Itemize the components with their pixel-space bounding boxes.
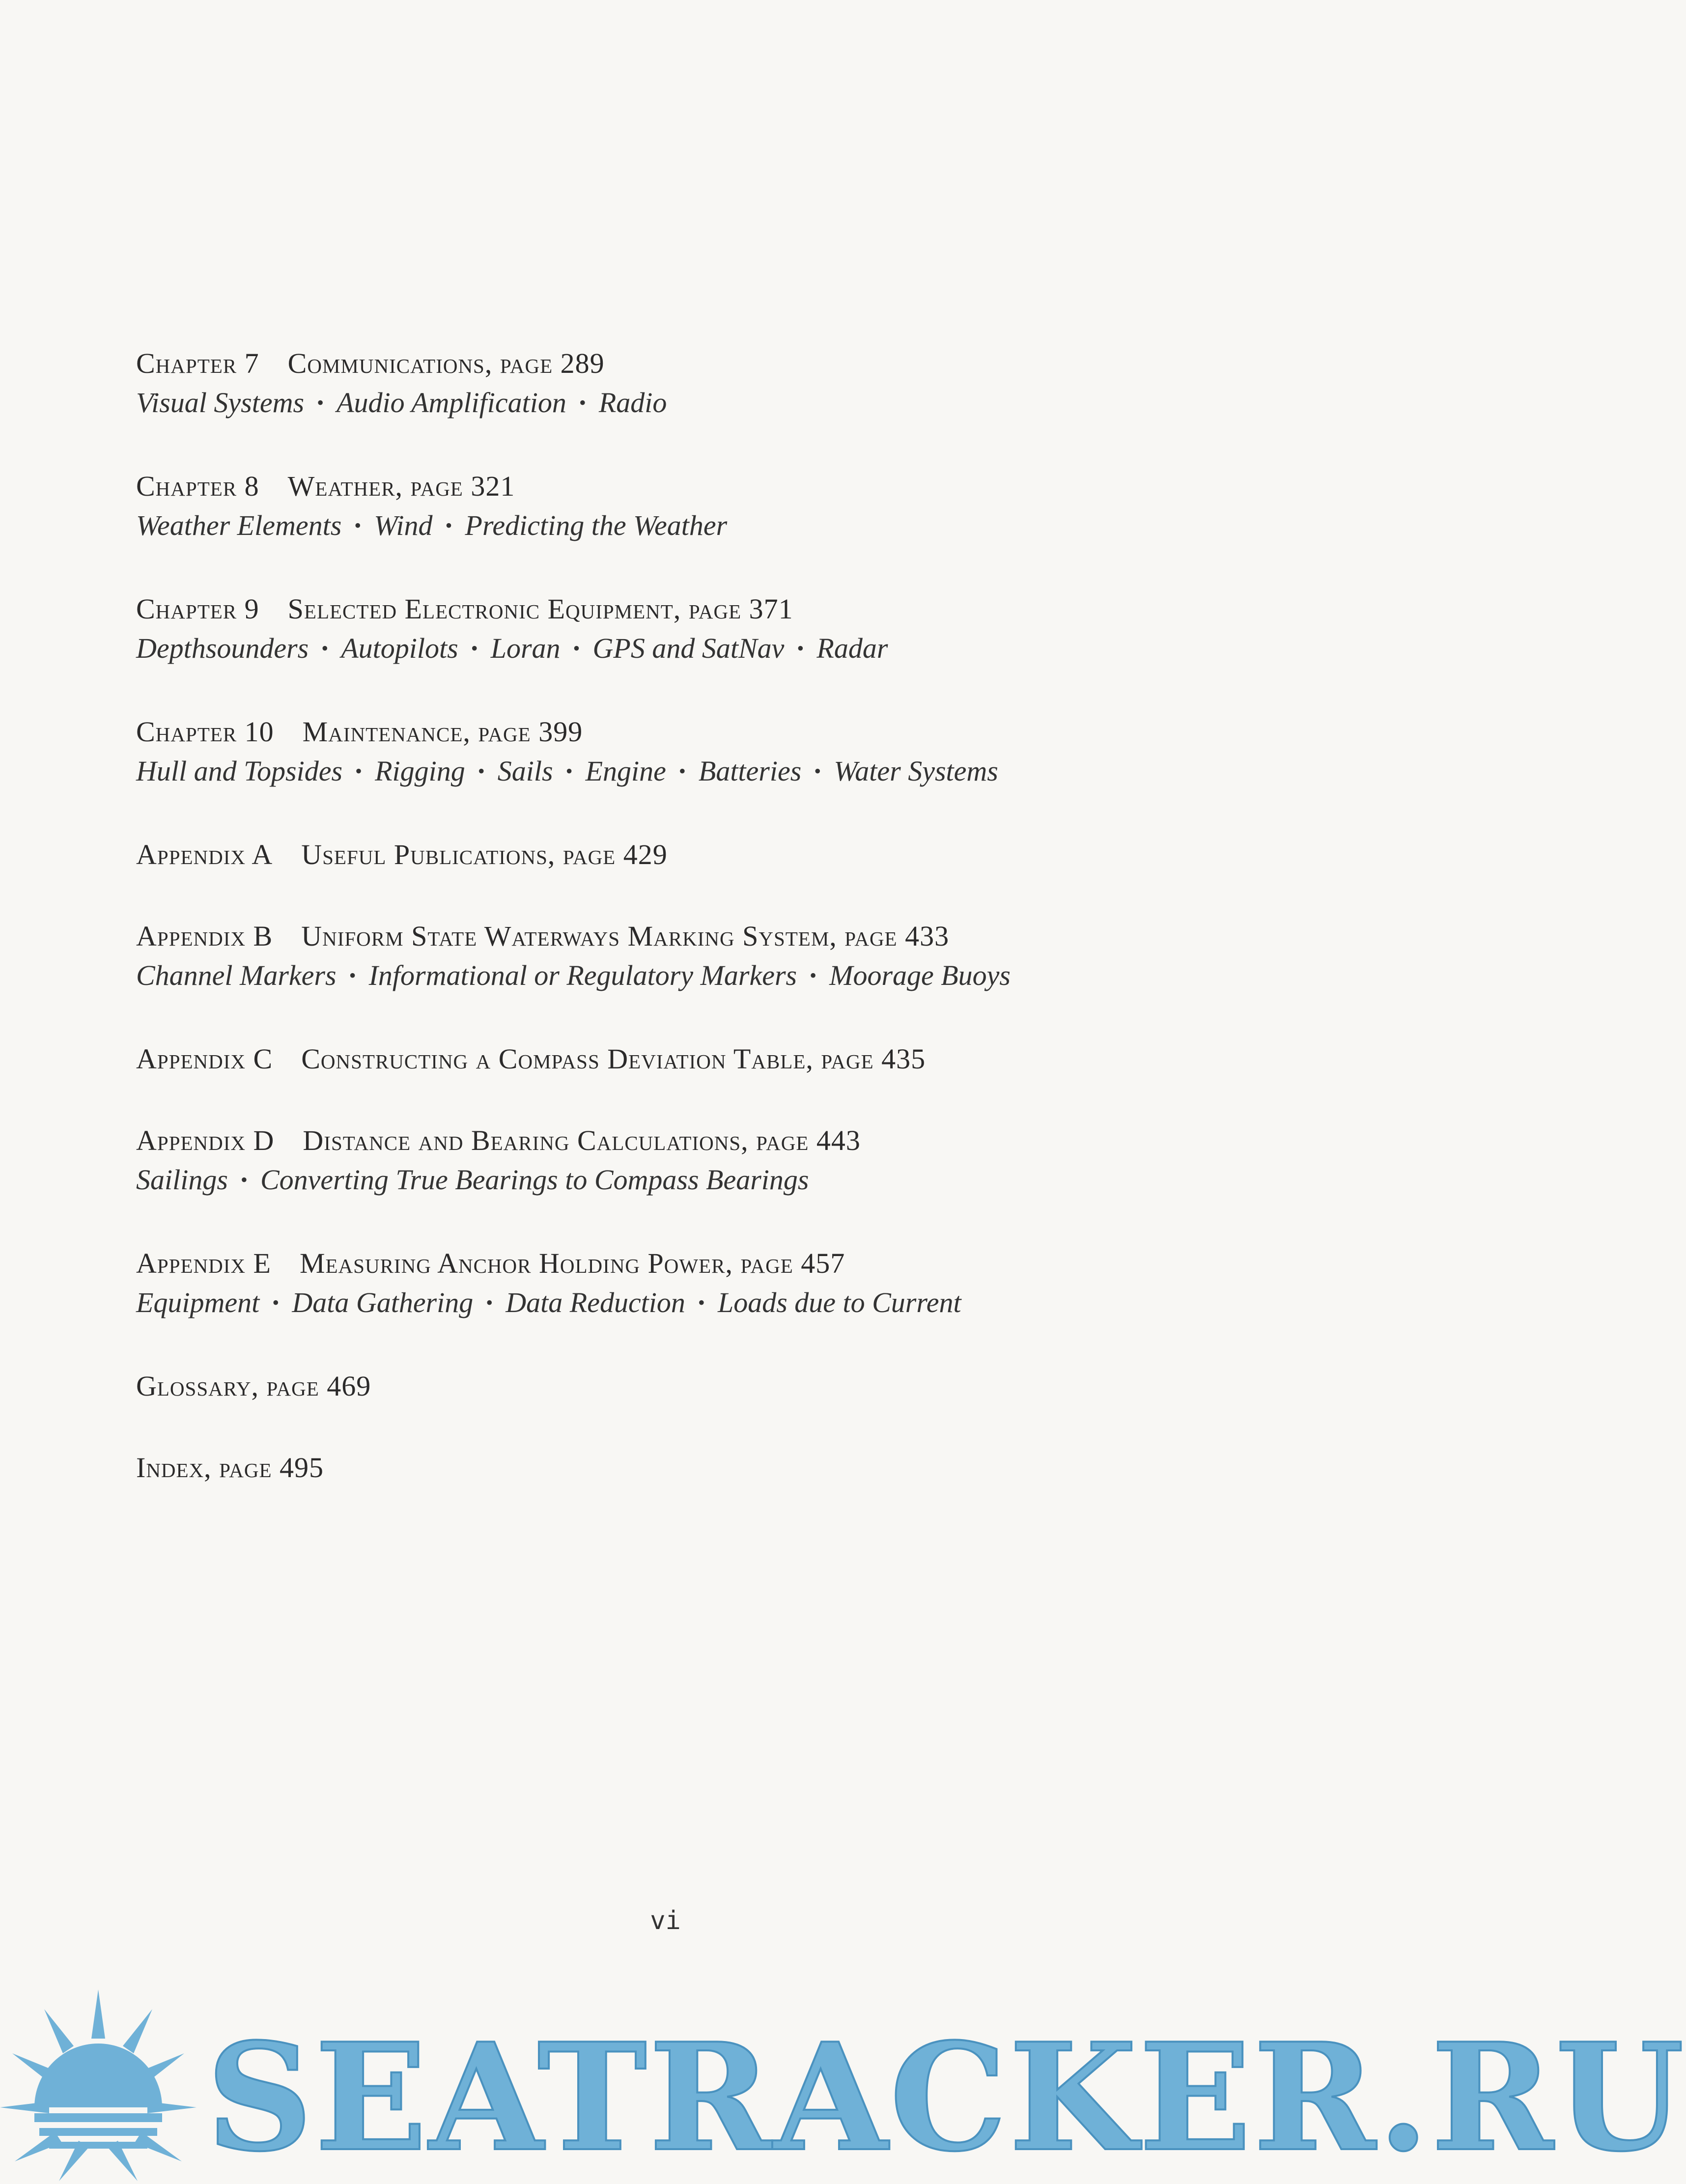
topic: Loads due to Current: [717, 1287, 961, 1318]
topic: Loran: [490, 632, 561, 664]
bullet-separator: •: [579, 392, 586, 414]
toc-entry-topics: [136, 506, 1217, 545]
toc-entry-topics: [136, 752, 1217, 791]
bullet-separator: •: [810, 964, 817, 986]
topic: Depthsounders: [136, 632, 309, 664]
topic: Audio Amplification: [337, 387, 566, 419]
toc-entry-title: Useful Publications, page 429: [301, 839, 668, 870]
toc-entry-chapter-9: [136, 589, 1217, 668]
toc-entry-heading: [136, 1367, 1217, 1406]
topic: Engine: [585, 755, 666, 787]
toc-entry-appendix-a: [136, 835, 1217, 874]
toc-entry-label: Appendix D: [136, 1124, 275, 1156]
bullet-separator: •: [565, 760, 573, 782]
bullet-separator: •: [445, 514, 452, 536]
toc-entry-title: Measuring Anchor Holding Power, page 457: [299, 1247, 845, 1279]
toc-entry-label: Chapter 8: [136, 470, 259, 502]
toc-entry-topics: [136, 1160, 1217, 1200]
bullet-separator: •: [471, 637, 478, 659]
toc-entry-title: Index, page 495: [136, 1452, 324, 1484]
bullet-separator: •: [349, 964, 356, 986]
watermark: [0, 1985, 1686, 2184]
topic: Channel Markers: [136, 959, 337, 991]
topic: Visual Systems: [136, 387, 305, 419]
toc-entry-topics: [136, 1283, 1217, 1322]
toc-entry-label: Appendix A: [136, 839, 273, 870]
toc-entry-label: Appendix C: [136, 1043, 273, 1075]
bullet-separator: •: [814, 760, 821, 782]
toc-entry-heading: [136, 1121, 1217, 1160]
topic: Water Systems: [834, 755, 998, 787]
toc-entry-appendix-d: [136, 1121, 1217, 1200]
toc-entry-topics: [136, 383, 1217, 422]
topic: Predicting the Weather: [465, 509, 728, 541]
toc-entry-chapter-7: [136, 344, 1217, 422]
topic: Radar: [816, 632, 888, 664]
topic: Data Reduction: [506, 1287, 685, 1318]
bullet-separator: •: [317, 392, 324, 414]
toc-entry-title: Communications, page 289: [287, 347, 605, 379]
toc-entry-label: Appendix E: [136, 1247, 271, 1279]
toc-entry-title: Distance and Bearing Calculations, page 443: [303, 1124, 861, 1156]
toc-entry-label: Chapter 10: [136, 716, 274, 748]
toc-entry-topics: [136, 956, 1217, 995]
topic: Data Gathering: [292, 1287, 474, 1318]
toc-entry-topics: [136, 629, 1217, 668]
bullet-separator: •: [486, 1291, 493, 1314]
toc-entry-title: Maintenance, page 399: [302, 716, 583, 748]
toc-entry-appendix-b: [136, 917, 1217, 995]
toc-entry-index: [136, 1448, 1217, 1487]
topic: Autopilots: [341, 632, 458, 664]
bullet-separator: •: [698, 1291, 705, 1314]
toc-entry-title: Uniform State Waterways Marking System, page 433: [301, 920, 950, 952]
bullet-separator: •: [354, 514, 362, 536]
bullet-separator: •: [240, 1169, 248, 1191]
toc-entry-appendix-e: [136, 1244, 1217, 1322]
topic: Radio: [598, 387, 667, 419]
toc-entry-heading: [136, 1448, 1217, 1487]
bullet-separator: •: [797, 637, 804, 659]
bullet-separator: •: [678, 760, 686, 782]
topic: Informational or Regulatory Markers: [368, 959, 797, 991]
topic: Batteries: [698, 755, 802, 787]
toc-entry-title: Glossary, page 469: [136, 1370, 371, 1402]
toc-entry-heading: [136, 835, 1217, 874]
toc-entry-glossary: [136, 1367, 1217, 1406]
toc-entry-heading: [136, 467, 1217, 506]
toc-entry-heading: [136, 1039, 1217, 1079]
bullet-separator: •: [573, 637, 580, 659]
topic: Sails: [497, 755, 553, 787]
page-number: vi: [650, 1906, 681, 1935]
toc-entry-heading: [136, 917, 1217, 956]
bullet-separator: •: [355, 760, 363, 782]
topic: Moorage Buoys: [829, 959, 1011, 991]
toc-entry-title: Selected Electronic Equipment, page 371: [287, 593, 793, 625]
toc-entry-title: Weather, page 321: [287, 470, 515, 502]
bullet-separator: •: [321, 637, 329, 659]
toc-entry-appendix-c: [136, 1039, 1217, 1079]
topic: GPS and SatNav: [592, 632, 785, 664]
toc-entry-heading: [136, 589, 1217, 629]
topic: Wind: [374, 509, 433, 541]
watermark-text: SEATRACKER.RU: [206, 2011, 1686, 2184]
toc-entry-label: Chapter 7: [136, 347, 259, 379]
table-of-contents: [136, 344, 1217, 1487]
topic: Sailings: [136, 1164, 228, 1196]
bullet-separator: •: [272, 1291, 280, 1314]
sun-icon: [0, 1985, 206, 2182]
toc-entry-heading: [136, 344, 1217, 383]
toc-entry-heading: [136, 712, 1217, 752]
topic: Weather Elements: [136, 509, 342, 541]
toc-entry-chapter-8: [136, 467, 1217, 545]
topic: Rigging: [375, 755, 465, 787]
topic: Hull and Topsides: [136, 755, 343, 787]
toc-entry-heading: [136, 1244, 1217, 1283]
toc-entry-label: Appendix B: [136, 920, 273, 952]
topic: Equipment: [136, 1287, 260, 1318]
toc-entry-label: Chapter 9: [136, 593, 259, 625]
toc-entry-title: Constructing a Compass Deviation Table, page 435: [301, 1043, 926, 1075]
bullet-separator: •: [478, 760, 485, 782]
toc-entry-chapter-10: [136, 712, 1217, 791]
topic: Converting True Bearings to Compass Bearings: [260, 1164, 809, 1196]
